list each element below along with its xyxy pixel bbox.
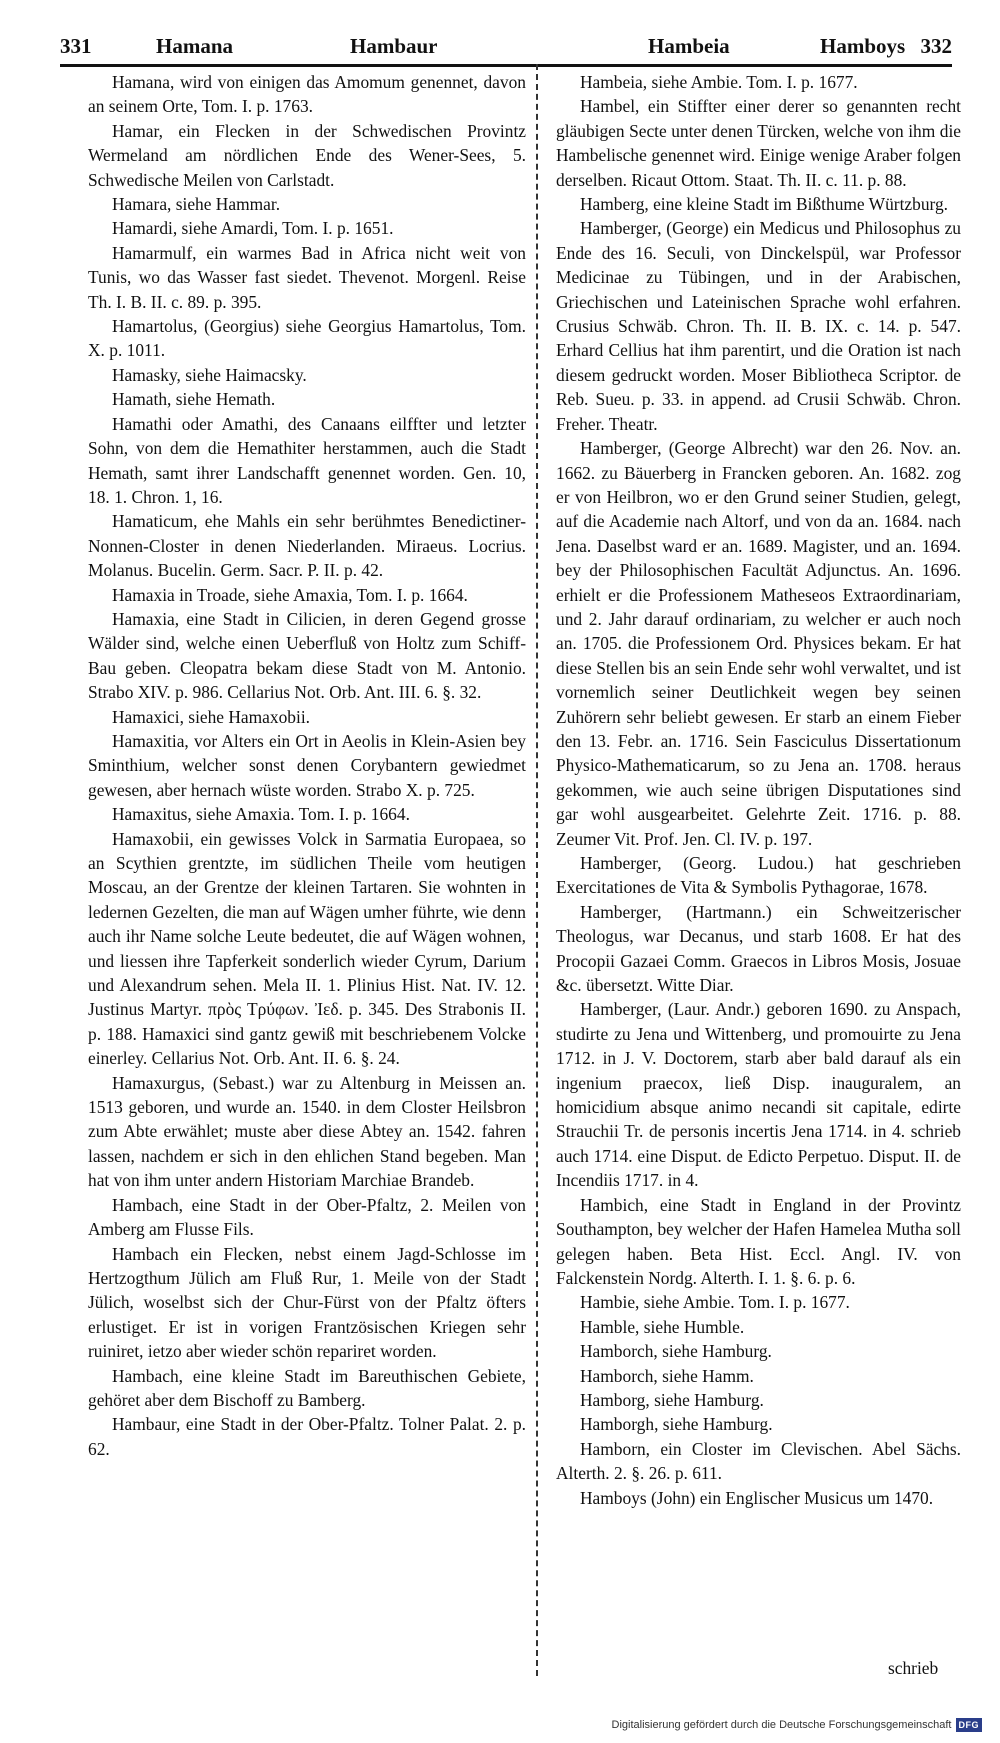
left-page-number: 331: [60, 34, 92, 58]
left-column: [88, 70, 526, 1461]
dictionary-entry: Hamberger, (George Albrecht) war den 26. Nov. an. 1662. zu Bäuerberg in Francken geboren. An. 1682. zog er von Heilbron, wo er den Grund seiner Studien, gelegt, auf die Academie nach Altorf, und von da an. 1684. nach Jena. Daselbst ward er an. 1689. Magister, und an. 1694. bey der Philosophischen Facultät Adjunctus. An. 1696. erhielt er die Professionem Matheseos Extraordinariam, und 2. Jahr darauf ordinariam, zu welcher er auch noch an. 1705. die Professionem Ord. Physices bekam. Er hat diese Stellen bis an sein Ende sehr wohl verwaltet, und ist vornemlich seiner Deutlichkeit wegen bey seinen Zuhörern sehr beliebt gewesen. Er starb an einem Fieber den 13. Febr. an. 1716. Sein Fasciculus Dissertationum Physico-Mathematicarum, so zu Jena an. 1708. heraus gekommen, wie auch seine übrigen Disputationes sind gar wohl ausgearbeitet. Gelehrte Zeit. 1716. p. 88. Zeumer Vit. Prof. Jen. Cl. IV. p. 197.: [556, 438, 961, 849]
left-header-catchword: Hamana: [156, 34, 234, 58]
dictionary-entry: Hamborg, siehe Hamburg.: [580, 1389, 764, 1410]
dictionary-entry: Hambaur, eine Stadt in der Ober-Pfaltz. Tolner Palat. 2. p. 62.: [88, 1414, 526, 1459]
footer: [612, 1718, 982, 1732]
dictionary-entry: Hamborch, siehe Hamm.: [580, 1365, 754, 1386]
dictionary-entry: Hamaxia in Troade, siehe Amaxia, Tom. I. p. 1664.: [112, 584, 468, 605]
dictionary-entry: Hamara, siehe Hammar.: [112, 194, 281, 215]
dictionary-entry: Hamberger, (George) ein Medicus und Philosophus zu Ende des 16. Seculi, von Dinckelspül, war Professor Medicinae zu Tübingen, und in der Arabischen, Griechischen und Lateinischen Sprache wohl erfahren. Crusius Schwäb. Chron. Th. II. B. IX. c. 14. p. 547. Erhard Cellius hat ihm parentirt, und die Oration ist nach diesem gedruckt worden. Moser Bibliotheca Scriptor. de Reb. Sueu. p. 33. in append. ad Crusii Schwäb. Chron. Freher. Theatr.: [556, 218, 961, 434]
dictionary-entry: Hamaxici, siehe Hamaxobii.: [112, 706, 310, 727]
dictionary-entry: Hamar, ein Flecken in der Schwedischen Provintz Wermeland am nördlichen Ende des Wener-Sees, 5. Schwedische Meilen von Carlstadt.: [88, 120, 526, 190]
dictionary-entry: Hamborgh, siehe Hamburg.: [580, 1414, 773, 1435]
dictionary-entry: Hambel, ein Stiffter einer derer so genannten recht gläubigen Secte unter denen Türcken, welche von ihm die Hambelische genennet wird. Einige wenige Araber folgen derselben. Ricaut Ottom. Staat. Th. II. c. 11. p. 88.: [556, 96, 961, 190]
center-header-word: Hambaur: [350, 34, 438, 58]
dictionary-entry: Hambach ein Flecken, nebst einem Jagd-Schlosse im Hertzogthum Jülich am Fluß Rur, 1. Meile von der Stadt Jülich, woselbst sich der Chur-Fürst von der Pfaltz öfters erlustiget. Er ist in vorigen Frantzösischen Kriegen sehr ruiniret, ietzo aber wieder schön repariret worden.: [88, 1243, 526, 1362]
dictionary-entry: Hamaxia, eine Stadt in Cilicien, in deren Gegend grosse Wälder sind, welche einen Ueberfluß von Holtz zum Schiff-Bau geben. Cleopatra bekam diese Stadt von M. Antonio. Strabo XIV. p. 986. Cellarius Not. Orb. Ant. III. 6. §. 32.: [88, 608, 526, 703]
dictionary-entry: Hamaxurgus, (Sebast.) war zu Altenburg in Meissen an. 1513 geboren, und wurde an. 1540. in dem Closter Heilsbron zum Abte erwählet; muste aber diese Abtey an. 1542. fahren lassen, nachdem er sich in den ehlichen Stand begeben. Man hat von ihm unter andern Historiam Marchiae Brandeb.: [88, 1072, 526, 1191]
dictionary-entry: Hamardi, siehe Amardi, Tom. I. p. 1651.: [112, 218, 394, 239]
dictionary-entry: Hamana, wird von einigen das Amomum genennet, davon an seinem Orte, Tom. I. p. 1763.: [88, 72, 526, 117]
page-header: [60, 30, 952, 67]
dictionary-entry: Hamberger, (Laur. Andr.) geboren 1690. zu Anspach, studirte zu Jena und Wittenberg, und promouirte zu Jena 1712. in J. V. Doctorem, starb aber bald darauf als ein ingenium praecox, ließ Disp. inauguralem, an homicidium absque animo necandi sit capitale, edirte Strauchii Tr. de personis incertis Jena 1714. in 4. schrieb auch 1714. eine Disput. de Edicto Perpetuo. Disput. II. de Incendiis 1717. in 4.: [556, 999, 961, 1191]
right-page-number: 332: [920, 34, 952, 58]
dictionary-entry: Hamboys (John) ein Englischer Musicus um 1470.: [580, 1487, 934, 1508]
dictionary-entry: Hamarmulf, ein warmes Bad in Africa nicht weit von Tunis, wo das Wasser fast siedet. Thevenot. Morgenl. Reise Th. I. B. II. c. 89. p. 395.: [88, 242, 526, 312]
dictionary-entry: Hamartolus, (Georgius) siehe Georgius Hamartolus, Tom. X. p. 1011.: [88, 316, 526, 361]
dictionary-entry: Hamberger, (Hartmann.) ein Schweitzerischer Theologus, war Decanus, und starb 1608. Er hat des Procopii Gazaei Comm. Graecos in Libros Mosis, Josuae &c. übersetzt. Witte Diar.: [556, 901, 961, 996]
dictionary-entry: Hambach, eine kleine Stadt im Bareuthischen Gebiete, gehöret aber dem Bischoff zu Bamberg.: [88, 1365, 526, 1410]
dictionary-entry: Hamborch, siehe Hamburg.: [580, 1341, 772, 1362]
dictionary-entry: Hamaxobii, ein gewisses Volck in Sarmatia Europaea, so an Scythien grentzte, im südlichen Theile vom heutigen Moscau, an der Grentze der kleinen Tartaren. Sie wohnten in ledernen Gezelten, die man auf Wägen umher führte, wie denn auch ihr Name solche Leute bedeutet, die auf Wägen wohnen, und liessen ihre Tapferkeit sonderlich wieder Cyrum, Darium und Alexandrum sehen. Mela II. 1. Plinius Hist. Nat. IV. 12. Justinus Martyr. πρὸς Τρύφων. Ἰεδ. p. 345. Des Strabonis II. p. 188. Hamaxici sind gantz gewiß mit beschriebenem Volcke einerley. Cellarius Not. Orb. Ant. II. 6. §. 24.: [88, 828, 526, 1069]
dictionary-entry: Hamberger, (Georg. Ludou.) hat geschrieben Exercitationes de Vita & Symbolis Pythagorae, 1678.: [556, 853, 961, 898]
footer-text: Digitalisierung gefördert durch die Deutsche Forschungsgemeinschaft: [611, 1719, 952, 1731]
dictionary-entry: Hamaxitia, vor Alters ein Ort in Aeolis in Klein-Asien bey Sminthium, welcher sonst denen Corybantern gewiedmet gewesen, aber hernach wüste worden. Strabo X. p. 725.: [88, 730, 526, 800]
right-header-catchword: Hambeia: [648, 34, 730, 58]
dictionary-entry: Hamble, siehe Humble.: [580, 1316, 745, 1337]
dictionary-entry: Hambie, siehe Ambie. Tom. I. p. 1677.: [580, 1292, 850, 1313]
dictionary-entry: Hamathi oder Amathi, des Canaans eilffter und letzter Sohn, von dem die Hemathiter herstammen, auch die Stadt Hemath, samt ihrer Landschafft genennet worden. Gen. 10, 18. 1. Chron. 1, 16.: [88, 413, 526, 507]
right-header-catchword-2: Hamboys: [820, 34, 906, 58]
dictionary-entry: Hambach, eine Stadt in der Ober-Pfaltz, 2. Meilen von Amberg am Flusse Fils.: [88, 1194, 526, 1240]
dictionary-entry: Hamath, siehe Hemath.: [112, 389, 276, 410]
dictionary-entry: Hamasky, siehe Haimacsky.: [112, 364, 307, 385]
dfg-logo-icon: DFG: [956, 1718, 983, 1732]
column-divider: [536, 64, 538, 1676]
dictionary-entry: Hamaxitus, siehe Amaxia. Tom. I. p. 1664.: [112, 804, 410, 825]
dictionary-entry: Hambeia, siehe Ambie. Tom. I. p. 1677.: [580, 72, 858, 92]
dictionary-entry: Hamberg, eine kleine Stadt im Bißthume Würtzburg.: [580, 194, 949, 215]
dictionary-entry: Hamaticum, ehe Mahls ein sehr berühmtes Benedictiner-Nonnen-Closter in denen Niederlanden. Miraeus. Locrius. Molanus. Bucelin. Germ. Sacr. P. II. p. 42.: [88, 511, 526, 581]
right-column: [556, 70, 961, 1510]
catchword: schrieb: [888, 1658, 939, 1678]
dictionary-entry: Hamborn, ein Closter im Clevischen. Abel Sächs. Alterth. 2. §. 26. p. 611.: [556, 1438, 961, 1484]
dictionary-entry: Hambich, eine Stadt in England in der Provintz Southampton, bey welcher der Hafen Hamelea Mutha soll gelegen haben. Beta Hist. Eccl. Angl. IV. von Falckenstein Nordg. Alterth. I. 1. §. 6. p. 6.: [556, 1194, 961, 1288]
